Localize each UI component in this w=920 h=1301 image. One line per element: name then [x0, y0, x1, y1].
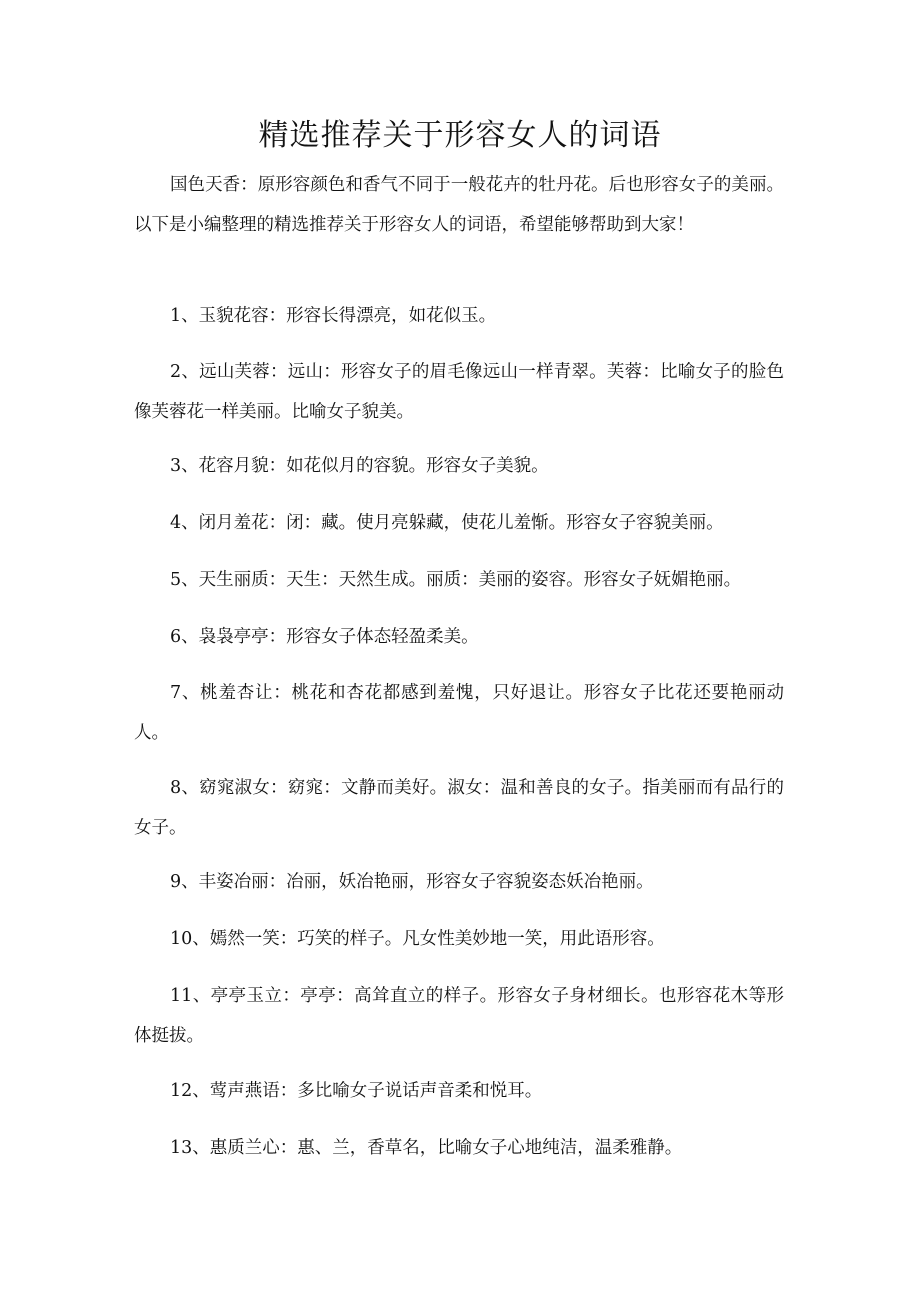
- list-item: 13、惠质兰心：惠、兰，香草名，比喻女子心地纯洁，温柔雅静。: [170, 1138, 683, 1158]
- list-item: 3、花容月貌：如花似月的容貌。形容女子美貌。: [170, 456, 549, 476]
- list-item: 1、玉貌花容：形容长得漂亮，如花似玉。: [170, 306, 497, 326]
- list-item: 8、窈窕淑女：窈窕：文静而美好。淑女：温和善良的女子。指美丽而有品行的女子。: [134, 778, 784, 838]
- list-item: 4、闭月羞花：闭：藏。使月亮躲藏，使花儿羞惭。形容女子容貌美丽。: [170, 513, 724, 533]
- list-item: 2、远山芙蓉：远山：形容女子的眉毛像远山一样青翠。芙蓉：比喻女子的脸色像芙蓉花一样美丽。比喻女子貌美。: [134, 362, 784, 422]
- list-item: 5、天生丽质：天生：天然生成。丽质：美丽的姿容。形容女子妩媚艳丽。: [170, 570, 742, 590]
- page-title: 精选推荐关于形容女人的词语: [258, 118, 662, 153]
- list-item: 10、嫣然一笑：巧笑的样子。凡女性美妙地一笑，用此语形容。: [170, 929, 665, 949]
- list-item: 9、丰姿冶丽：冶丽，妖冶艳丽，形容女子容貌姿态妖冶艳丽。: [170, 872, 654, 892]
- intro-paragraph: 国色天香：原形容颜色和香气不同于一般花卉的牡丹花。后也形容女子的美丽。以下是小编整理的精选推荐关于形容女人的词语，希望能够帮助到大家！: [134, 175, 784, 235]
- list-item: 6、袅袅亭亭：形容女子体态轻盈柔美。: [170, 627, 479, 647]
- list-item: 12、莺声燕语：多比喻女子说话声音柔和悦耳。: [170, 1081, 543, 1101]
- list-item: 7、桃羞杏让：桃花和杏花都感到羞愧，只好退让。形容女子比花还要艳丽动人。: [134, 683, 784, 743]
- list-item: 11、亭亭玉立：亭亭：高耸直立的样子。形容女子身材细长。也形容花木等形体挺拔。: [134, 986, 784, 1046]
